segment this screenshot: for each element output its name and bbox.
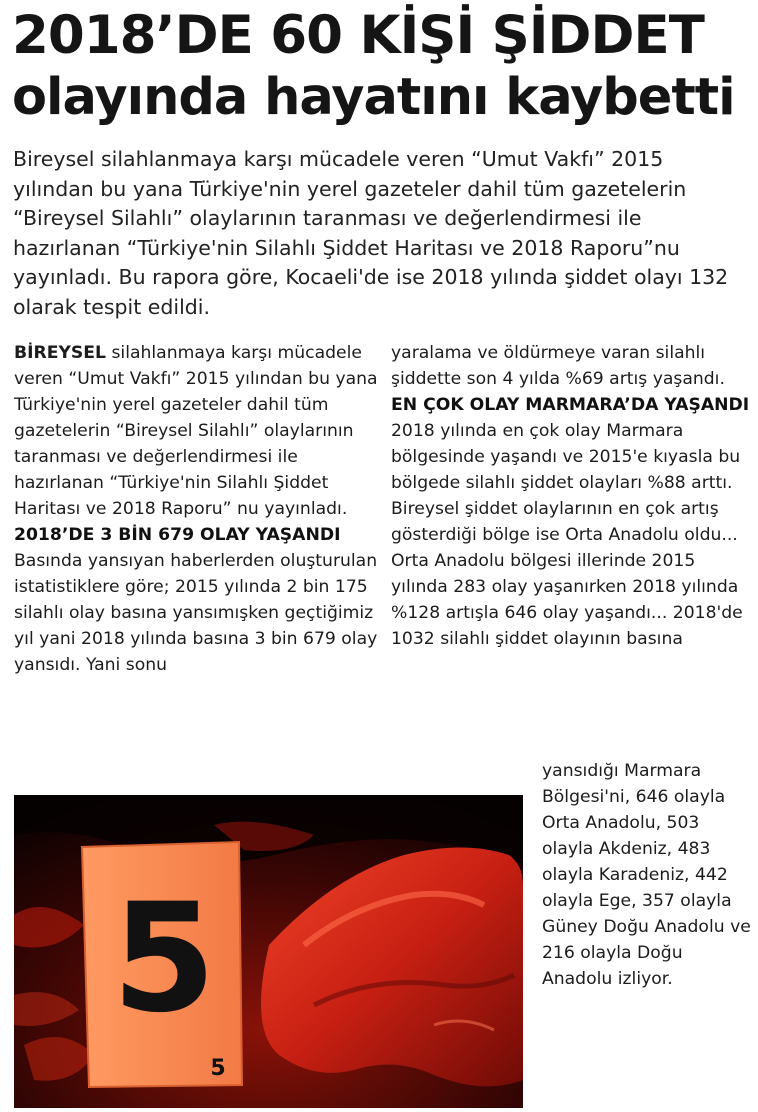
marker-small-number: 5 xyxy=(210,1056,226,1081)
body-column-tail xyxy=(542,758,752,992)
headline-line-1: 2018’DE 60 KİŞİ ŞİDDET xyxy=(12,5,704,66)
headline xyxy=(12,4,752,129)
body-paragraph-1 xyxy=(14,340,382,522)
evidence-marker xyxy=(82,842,242,1087)
body-column-right xyxy=(391,340,751,652)
body-paragraph-4: 2018 yılında en çok olay Marmara bölgesinde yaşandı ve 2015'e kıyasla bu bölgede silahlı şiddet olayları %88 arttı. Bireysel şiddet olaylarının en çok artış gösterdiği bölge ise Orta Anadolu oldu... Orta Anadolu bölgesi illerinde 2015 yılında 283 olay yaşanırken 2018 yılında %128 artışla 646 olay yaşandı... 2018'de 1032 silahlı şiddet olayının basına xyxy=(391,421,743,649)
subhead-marmara: EN ÇOK OLAY MARMARA’DA YAŞANDI xyxy=(391,395,750,415)
body-paragraph-3: yaralama ve öldürmeye varan silahlı şiddette son 4 yılda %69 artış yaşandı. xyxy=(391,343,725,389)
body-column-left xyxy=(14,340,382,678)
crime-scene-photo xyxy=(14,795,523,1108)
body-paragraph-2: Basında yansıyan haberlerden oluşturulan istatistiklere göre; 2015 yılında 2 bin 175 silahlı olay basına yansımışken geçtiğimiz yıl yani 2018 yılında basına 3 bin 679 olay yansıdı. Yani sonu xyxy=(14,551,378,675)
headline-line-2: olayında hayatını kaybetti xyxy=(12,68,735,127)
body-paragraph-1-text: silahlanmaya karşı mücadele veren “Umut Vakfı” 2015 yılından bu yana Türkiye'nin yerel gazeteler dahil tüm gazetelerin “Bireysel Silahlı” olaylarının taranması ve değerlendirmesi ile hazırlanan “Türkiye'nin Silahlı Şiddet Haritası ve 2018 Raporu” nu yayınladı. xyxy=(14,343,378,519)
lead-in-word: BİREYSEL xyxy=(14,343,106,363)
lead-paragraph: Bireysel silahlanmaya karşı mücadele veren “Umut Vakfı” 2015 yılından bu yana Türkiye'nin yerel gazeteler dahil tüm gazetelerin “Bireysel Silahlı” olaylarının taranması ve değerlendirmesi ile hazırlanan “Türkiye'nin Silahlı Şiddet Haritası ve 2018 Raporu”nu yayınladı. Bu rapora göre, Kocaeli'de ise 2018 yılında şiddet olayı 132 olarak tespit edildi. xyxy=(13,147,729,319)
marker-number: 5 xyxy=(111,872,217,1046)
subhead-2018-events: 2018’DE 3 BİN 679 OLAY YAŞANDI xyxy=(14,525,341,545)
body-paragraph-5: yansıdığı Marmara Bölgesi'ni, 646 olayla Orta Anadolu, 503 olayla Akdeniz, 483 olayla Karadeniz, 442 olayla Ege, 357 olayla Güney Doğu Anadolu ve 216 olayla Doğu Anadolu izliyor. xyxy=(542,761,751,989)
